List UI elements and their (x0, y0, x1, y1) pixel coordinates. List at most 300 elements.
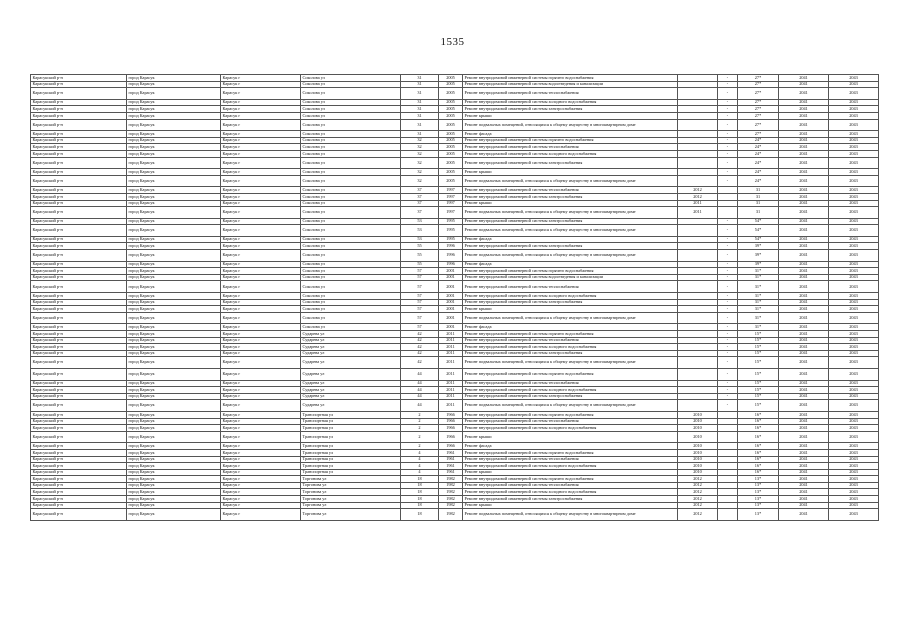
work-type-cell: Ремонт внутридомовой инженерной системы электроснабжения (463, 157, 678, 169)
locality-cell: Карасук г (221, 469, 301, 476)
district-cell: Карасукский р-н (31, 75, 127, 82)
table-row (31, 218, 879, 225)
period-start-cell: 2041 (779, 106, 829, 113)
house-number-cell: 4 (401, 463, 439, 470)
district-cell: Карасукский р-н (31, 400, 127, 412)
district-cell: Карасукский р-н (31, 157, 127, 169)
indicator-cell: 39* (738, 243, 779, 250)
settlement-cell: город Карасук (127, 175, 221, 187)
house-number-cell: 55 (401, 243, 439, 250)
district-cell: Карасукский р-н (31, 243, 127, 250)
period-start-cell: 2041 (779, 112, 829, 119)
build-year-cell: 1982 (439, 509, 463, 521)
dash-cell: - (718, 306, 738, 313)
work-type-cell: Ремонт внутридомовой инженерной системы холодного водоснабжения (463, 463, 678, 470)
dash-cell: - (718, 299, 738, 306)
district-cell: Карасукский р-н (31, 119, 127, 131)
street-cell: Соколова ул (301, 274, 401, 281)
period-start-cell: 2041 (779, 243, 829, 250)
locality-cell: Карасук г (221, 393, 301, 400)
house-number-cell: 32 (401, 175, 439, 187)
table-row (31, 131, 879, 138)
period-start-cell: 2041 (779, 463, 829, 470)
house-number-cell: 57 (401, 299, 439, 306)
settlement-cell: город Карасук (127, 293, 221, 300)
table-row (31, 81, 879, 88)
build-year-cell: 1997 (439, 207, 463, 219)
street-cell: Соколова ул (301, 99, 401, 106)
street-cell: Сударева ул (301, 357, 401, 369)
work-type-cell: Ремонт фасада (463, 261, 678, 268)
house-number-cell: 44 (401, 387, 439, 394)
street-cell: Торгонова ул (301, 502, 401, 509)
dash-cell (718, 476, 738, 483)
period-end-cell: 2043 (829, 150, 879, 157)
table-row (31, 502, 879, 509)
locality-cell: Карасук г (221, 331, 301, 338)
district-cell: Карасукский р-н (31, 350, 127, 357)
street-cell: Транспортная ул (301, 456, 401, 463)
indicator-cell: 16* (738, 443, 779, 450)
indicator-cell: 15* (738, 387, 779, 394)
settlement-cell: город Карасук (127, 81, 221, 88)
street-cell: Соколова ул (301, 218, 401, 225)
dash-cell: - (718, 344, 738, 351)
district-cell: Карасукский р-н (31, 476, 127, 483)
last-repair-year-cell: 2012 (678, 476, 718, 483)
street-cell: Торгонова ул (301, 482, 401, 489)
locality-cell: Карасук г (221, 324, 301, 331)
settlement-cell: город Карасук (127, 193, 221, 200)
work-type-cell: Ремонт внутридомовой инженерной системы водоотведения и канализации (463, 81, 678, 88)
period-start-cell: 2041 (779, 281, 829, 293)
table-row (31, 463, 879, 470)
work-type-cell: Ремонт подвальных помещений, относящихся к общему имуществу в многоквартирном доме (463, 312, 678, 324)
work-type-cell: Ремонт внутридомовой инженерной системы горячего водоснабжения (463, 268, 678, 275)
last-repair-year-cell: 2012 (678, 187, 718, 194)
street-cell: Торгонова ул (301, 489, 401, 496)
table-row (31, 150, 879, 157)
indicator-cell: 27* (738, 81, 779, 88)
build-year-cell: 1966 (439, 418, 463, 425)
settlement-cell: город Карасук (127, 137, 221, 144)
house-number-cell: 2 (401, 425, 439, 432)
table-row (31, 357, 879, 369)
table-row (31, 324, 879, 331)
last-repair-year-cell (678, 137, 718, 144)
build-year-cell: 2001 (439, 281, 463, 293)
locality-cell: Карасук г (221, 380, 301, 387)
work-type-cell: Ремонт внутридомовой инженерной системы холодного водоснабжения (463, 150, 678, 157)
last-repair-year-cell (678, 106, 718, 113)
build-year-cell: 1961 (439, 449, 463, 456)
street-cell: Соколова ул (301, 144, 401, 151)
period-end-cell: 2043 (829, 169, 879, 176)
district-cell: Карасукский р-н (31, 293, 127, 300)
locality-cell: Карасук г (221, 312, 301, 324)
settlement-cell: город Карасук (127, 187, 221, 194)
last-repair-year-cell (678, 331, 718, 338)
settlement-cell: город Карасук (127, 131, 221, 138)
build-year-cell: 2011 (439, 400, 463, 412)
period-end-cell: 2043 (829, 112, 879, 119)
period-start-cell: 2041 (779, 425, 829, 432)
table-row (31, 88, 879, 100)
house-number-cell: 53 (401, 236, 439, 243)
table-row (31, 250, 879, 262)
locality-cell: Карасук г (221, 456, 301, 463)
work-type-cell: Ремонт внутридомовой инженерной системы теплоснабжения (463, 144, 678, 151)
district-cell: Карасукский р-н (31, 150, 127, 157)
last-repair-year-cell (678, 261, 718, 268)
last-repair-year-cell (678, 250, 718, 262)
build-year-cell: 2001 (439, 274, 463, 281)
indicator-cell: 15* (738, 368, 779, 380)
period-end-cell: 2043 (829, 387, 879, 394)
period-start-cell: 2041 (779, 144, 829, 151)
work-type-cell: Ремонт фасада (463, 324, 678, 331)
last-repair-year-cell (678, 131, 718, 138)
locality-cell: Карасук г (221, 476, 301, 483)
settlement-cell: город Карасук (127, 250, 221, 262)
indicator-cell: 15* (738, 337, 779, 344)
table-row (31, 350, 879, 357)
period-start-cell: 2041 (779, 88, 829, 100)
table-row (31, 476, 879, 483)
build-year-cell: 1996 (439, 243, 463, 250)
build-year-cell: 2005 (439, 99, 463, 106)
period-start-cell: 2041 (779, 431, 829, 443)
last-repair-year-cell (678, 218, 718, 225)
dash-cell: - (718, 268, 738, 275)
house-number-cell: 44 (401, 400, 439, 412)
house-number-cell: 57 (401, 312, 439, 324)
build-year-cell: 2005 (439, 150, 463, 157)
house-number-cell: 18 (401, 489, 439, 496)
build-year-cell: 2005 (439, 88, 463, 100)
house-number-cell: 44 (401, 393, 439, 400)
period-end-cell: 2043 (829, 131, 879, 138)
district-cell: Карасукский р-н (31, 357, 127, 369)
work-type-cell: Ремонт крыши (463, 169, 678, 176)
work-type-cell: Ремонт крыши (463, 306, 678, 313)
street-cell: Соколова ул (301, 112, 401, 119)
house-number-cell: 31 (401, 75, 439, 82)
settlement-cell: город Карасук (127, 387, 221, 394)
locality-cell: Карасук г (221, 344, 301, 351)
indicator-cell: 15* (738, 344, 779, 351)
period-end-cell: 2043 (829, 281, 879, 293)
street-cell: Торгонова ул (301, 476, 401, 483)
dash-cell: - (718, 368, 738, 380)
settlement-cell: город Карасук (127, 88, 221, 100)
dash-cell (718, 482, 738, 489)
work-type-cell: Ремонт внутридомовой инженерной системы электроснабжения (463, 106, 678, 113)
indicator-cell: 31* (738, 274, 779, 281)
last-repair-year-cell (678, 169, 718, 176)
indicator-cell: 24* (738, 150, 779, 157)
district-cell: Карасукский р-н (31, 324, 127, 331)
work-type-cell: Ремонт внутридомовой инженерной системы горячего водоснабжения (463, 411, 678, 418)
dash-cell (718, 469, 738, 476)
indicator-cell: 54* (738, 218, 779, 225)
table-row (31, 299, 879, 306)
district-cell: Карасукский р-н (31, 443, 127, 450)
house-number-cell: 18 (401, 496, 439, 503)
locality-cell: Карасук г (221, 387, 301, 394)
table-row (31, 261, 879, 268)
district-cell: Карасукский р-н (31, 112, 127, 119)
locality-cell: Карасук г (221, 225, 301, 237)
period-start-cell: 2041 (779, 469, 829, 476)
table-row (31, 337, 879, 344)
work-type-cell: Ремонт крыши (463, 112, 678, 119)
build-year-cell: 2005 (439, 112, 463, 119)
period-start-cell: 2041 (779, 337, 829, 344)
district-cell: Карасукский р-н (31, 463, 127, 470)
street-cell: Торгонова ул (301, 509, 401, 521)
last-repair-year-cell (678, 150, 718, 157)
settlement-cell: город Карасук (127, 350, 221, 357)
build-year-cell: 2001 (439, 299, 463, 306)
settlement-cell: город Карасук (127, 274, 221, 281)
last-repair-year-cell: 2012 (678, 482, 718, 489)
build-year-cell: 1997 (439, 193, 463, 200)
indicator-cell: 15* (738, 331, 779, 338)
locality-cell: Карасук г (221, 218, 301, 225)
settlement-cell: город Карасук (127, 337, 221, 344)
work-type-cell: Ремонт крыши (463, 431, 678, 443)
locality-cell: Карасук г (221, 400, 301, 412)
period-end-cell: 2043 (829, 306, 879, 313)
district-cell: Карасукский р-н (31, 144, 127, 151)
build-year-cell: 2011 (439, 368, 463, 380)
period-end-cell: 2043 (829, 331, 879, 338)
house-number-cell: 55 (401, 250, 439, 262)
settlement-cell: город Карасук (127, 411, 221, 418)
indicator-cell: 15* (738, 350, 779, 357)
build-year-cell: 2011 (439, 331, 463, 338)
indicator-cell: 39* (738, 250, 779, 262)
district-cell: Карасукский р-н (31, 137, 127, 144)
indicator-cell: 31* (738, 268, 779, 275)
dash-cell (718, 456, 738, 463)
dash-cell: - (718, 169, 738, 176)
period-end-cell: 2043 (829, 456, 879, 463)
period-start-cell: 2041 (779, 193, 829, 200)
dash-cell: - (718, 225, 738, 237)
settlement-cell: город Карасук (127, 443, 221, 450)
settlement-cell: город Карасук (127, 331, 221, 338)
period-start-cell: 2041 (779, 496, 829, 503)
house-number-cell: 37 (401, 200, 439, 207)
table-body (31, 75, 879, 521)
period-start-cell: 2041 (779, 274, 829, 281)
indicator-cell: 31* (738, 281, 779, 293)
last-repair-year-cell: 2010 (678, 425, 718, 432)
build-year-cell: 1961 (439, 463, 463, 470)
district-cell: Карасукский р-н (31, 261, 127, 268)
indicator-cell: 16* (738, 418, 779, 425)
house-number-cell: 57 (401, 268, 439, 275)
street-cell: Соколова ул (301, 200, 401, 207)
locality-cell: Карасук г (221, 489, 301, 496)
street-cell: Соколова ул (301, 250, 401, 262)
dash-cell: - (718, 236, 738, 243)
street-cell: Соколова ул (301, 75, 401, 82)
period-start-cell: 2041 (779, 380, 829, 387)
district-cell: Карасукский р-н (31, 88, 127, 100)
period-end-cell: 2043 (829, 496, 879, 503)
locality-cell: Карасук г (221, 193, 301, 200)
table-row (31, 456, 879, 463)
last-repair-year-cell (678, 350, 718, 357)
work-type-cell: Ремонт внутридомовой инженерной системы горячего водоснабжения (463, 476, 678, 483)
dash-cell (718, 509, 738, 521)
street-cell: Соколова ул (301, 88, 401, 100)
period-start-cell: 2041 (779, 489, 829, 496)
street-cell: Транспортная ул (301, 425, 401, 432)
work-type-cell: Ремонт внутридомовой инженерной системы электроснабжения (463, 193, 678, 200)
work-type-cell: Ремонт крыши (463, 200, 678, 207)
settlement-cell: город Карасук (127, 418, 221, 425)
locality-cell: Карасук г (221, 357, 301, 369)
indicator-cell: 16* (738, 449, 779, 456)
build-year-cell: 1966 (439, 431, 463, 443)
settlement-cell: город Карасук (127, 119, 221, 131)
build-year-cell: 2005 (439, 119, 463, 131)
house-number-cell: 18 (401, 476, 439, 483)
house-number-cell: 37 (401, 193, 439, 200)
locality-cell: Карасук г (221, 169, 301, 176)
table-row (31, 175, 879, 187)
last-repair-year-cell: 2010 (678, 463, 718, 470)
work-type-cell: Ремонт подвальных помещений, относящихся к общему имуществу в многоквартирном доме (463, 207, 678, 219)
district-cell: Карасукский р-н (31, 225, 127, 237)
table-row (31, 106, 879, 113)
street-cell: Соколова ул (301, 293, 401, 300)
district-cell: Карасукский р-н (31, 489, 127, 496)
indicator-cell: 31* (738, 299, 779, 306)
period-end-cell: 2043 (829, 393, 879, 400)
table-row (31, 268, 879, 275)
house-number-cell: 2 (401, 418, 439, 425)
period-end-cell: 2043 (829, 250, 879, 262)
period-end-cell: 2043 (829, 293, 879, 300)
table-row (31, 112, 879, 119)
work-type-cell: Ремонт внутридомовой инженерной системы горячего водоснабжения (463, 137, 678, 144)
street-cell: Соколова ул (301, 137, 401, 144)
last-repair-year-cell (678, 144, 718, 151)
build-year-cell: 1995 (439, 236, 463, 243)
period-start-cell: 2041 (779, 218, 829, 225)
settlement-cell: город Карасук (127, 469, 221, 476)
indicator-cell: 31* (738, 324, 779, 331)
work-type-cell: Ремонт подвальных помещений, относящихся к общему имуществу в многоквартирном доме (463, 119, 678, 131)
work-type-cell: Ремонт внутридомовой инженерной системы холодного водоснабжения (463, 387, 678, 394)
dash-cell: - (718, 331, 738, 338)
district-cell: Карасукский р-н (31, 207, 127, 219)
locality-cell: Карасук г (221, 137, 301, 144)
table-row (31, 225, 879, 237)
locality-cell: Карасук г (221, 106, 301, 113)
indicator-cell: 31* (738, 312, 779, 324)
dash-cell (718, 463, 738, 470)
dash-cell: - (718, 131, 738, 138)
locality-cell: Карасук г (221, 337, 301, 344)
period-end-cell: 2043 (829, 261, 879, 268)
period-end-cell: 2043 (829, 482, 879, 489)
dash-cell (718, 411, 738, 418)
house-number-cell: 32 (401, 169, 439, 176)
indicator-cell: 15* (738, 357, 779, 369)
work-type-cell: Ремонт внутридомовой инженерной системы холодного водоснабжения (463, 489, 678, 496)
period-start-cell: 2041 (779, 81, 829, 88)
work-type-cell: Ремонт внутридомовой инженерной системы теплоснабжения (463, 456, 678, 463)
locality-cell: Карасук г (221, 75, 301, 82)
locality-cell: Карасук г (221, 299, 301, 306)
dash-cell: - (718, 393, 738, 400)
settlement-cell: город Карасук (127, 324, 221, 331)
district-cell: Карасукский р-н (31, 200, 127, 207)
locality-cell: Карасук г (221, 502, 301, 509)
table-row (31, 312, 879, 324)
indicator-cell: 13* (738, 502, 779, 509)
street-cell: Транспортная ул (301, 411, 401, 418)
dash-cell: - (718, 250, 738, 262)
house-number-cell: 37 (401, 207, 439, 219)
indicator-cell: 54* (738, 236, 779, 243)
house-number-cell: 44 (401, 380, 439, 387)
period-end-cell: 2043 (829, 268, 879, 275)
period-end-cell: 2043 (829, 200, 879, 207)
house-number-cell: 31 (401, 131, 439, 138)
last-repair-year-cell (678, 112, 718, 119)
period-end-cell: 2043 (829, 243, 879, 250)
period-end-cell: 2043 (829, 489, 879, 496)
locality-cell: Карасук г (221, 496, 301, 503)
work-type-cell: Ремонт внутридомовой инженерной системы водоотведения и канализации (463, 274, 678, 281)
settlement-cell: город Карасук (127, 502, 221, 509)
district-cell: Карасукский р-н (31, 344, 127, 351)
house-number-cell: 32 (401, 144, 439, 151)
last-repair-year-cell (678, 299, 718, 306)
dash-cell (718, 502, 738, 509)
period-start-cell: 2041 (779, 368, 829, 380)
work-type-cell: Ремонт внутридомовой инженерной системы теплоснабжения (463, 418, 678, 425)
street-cell: Соколова ул (301, 324, 401, 331)
document-sheet (30, 74, 878, 521)
house-number-cell: 4 (401, 456, 439, 463)
build-year-cell: 1982 (439, 482, 463, 489)
indicator-cell: 16* (738, 456, 779, 463)
last-repair-year-cell: 2010 (678, 443, 718, 450)
dash-cell (718, 489, 738, 496)
last-repair-year-cell: 2010 (678, 456, 718, 463)
period-start-cell: 2041 (779, 482, 829, 489)
table-row (31, 393, 879, 400)
period-start-cell: 2041 (779, 236, 829, 243)
period-end-cell: 2043 (829, 469, 879, 476)
settlement-cell: город Карасук (127, 207, 221, 219)
build-year-cell: 1961 (439, 469, 463, 476)
locality-cell: Карасук г (221, 261, 301, 268)
period-end-cell: 2043 (829, 502, 879, 509)
last-repair-year-cell: 2012 (678, 502, 718, 509)
indicator-cell: 27* (738, 131, 779, 138)
street-cell: Сударева ул (301, 368, 401, 380)
table-row (31, 193, 879, 200)
